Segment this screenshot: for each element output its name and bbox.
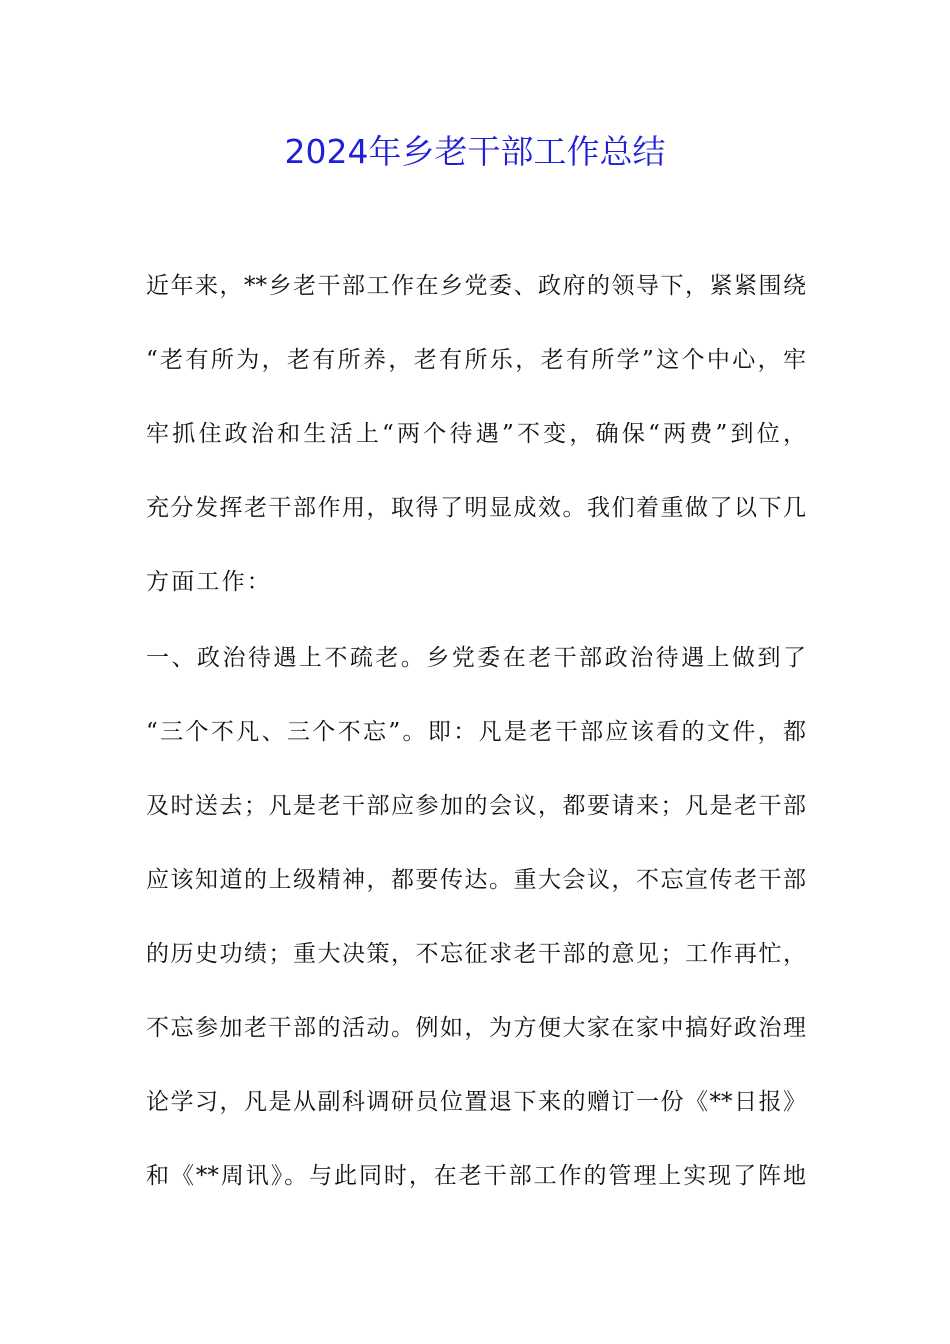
body-line: 及时送去；凡是老干部应参加的会议，都要请来；凡是老干部	[146, 793, 806, 819]
body-line: 应该知道的上级精神，都要传达。重大会议，不忘宣传老干部	[146, 867, 806, 893]
body-line: 充分发挥老干部作用，取得了明显成效。我们着重做了以下几	[146, 495, 806, 521]
body-line: 一、政治待遇上不疏老。乡党委在老干部政治待遇上做到了	[146, 645, 806, 671]
body-line: “三个不凡、三个不忘”。即：凡是老干部应该看的文件，都	[146, 719, 806, 745]
document-title: 2024年乡老干部工作总结	[284, 132, 666, 171]
body-line: 近年来，**乡老干部工作在乡党委、政府的领导下，紧紧围绕	[146, 273, 806, 299]
body-line: 的历史功绩；重大决策，不忘征求老干部的意见；工作再忙，	[146, 941, 806, 967]
body-line: 牢抓住政治和生活上“两个待遇”不变，确保“两费”到位，	[146, 421, 806, 447]
body-line: 论学习，凡是从副科调研员位置退下来的赠订一份《**日报》	[146, 1089, 806, 1115]
body-line: “老有所为，老有所养，老有所乐，老有所学”这个中心，牢	[146, 347, 806, 373]
body-line: 和《**周讯》。与此同时，在老干部工作的管理上实现了阵地	[146, 1163, 806, 1189]
body-line: 不忘参加老干部的活动。例如，为方便大家在家中搞好政治理	[146, 1015, 806, 1041]
body-line: 方面工作：	[146, 569, 272, 595]
